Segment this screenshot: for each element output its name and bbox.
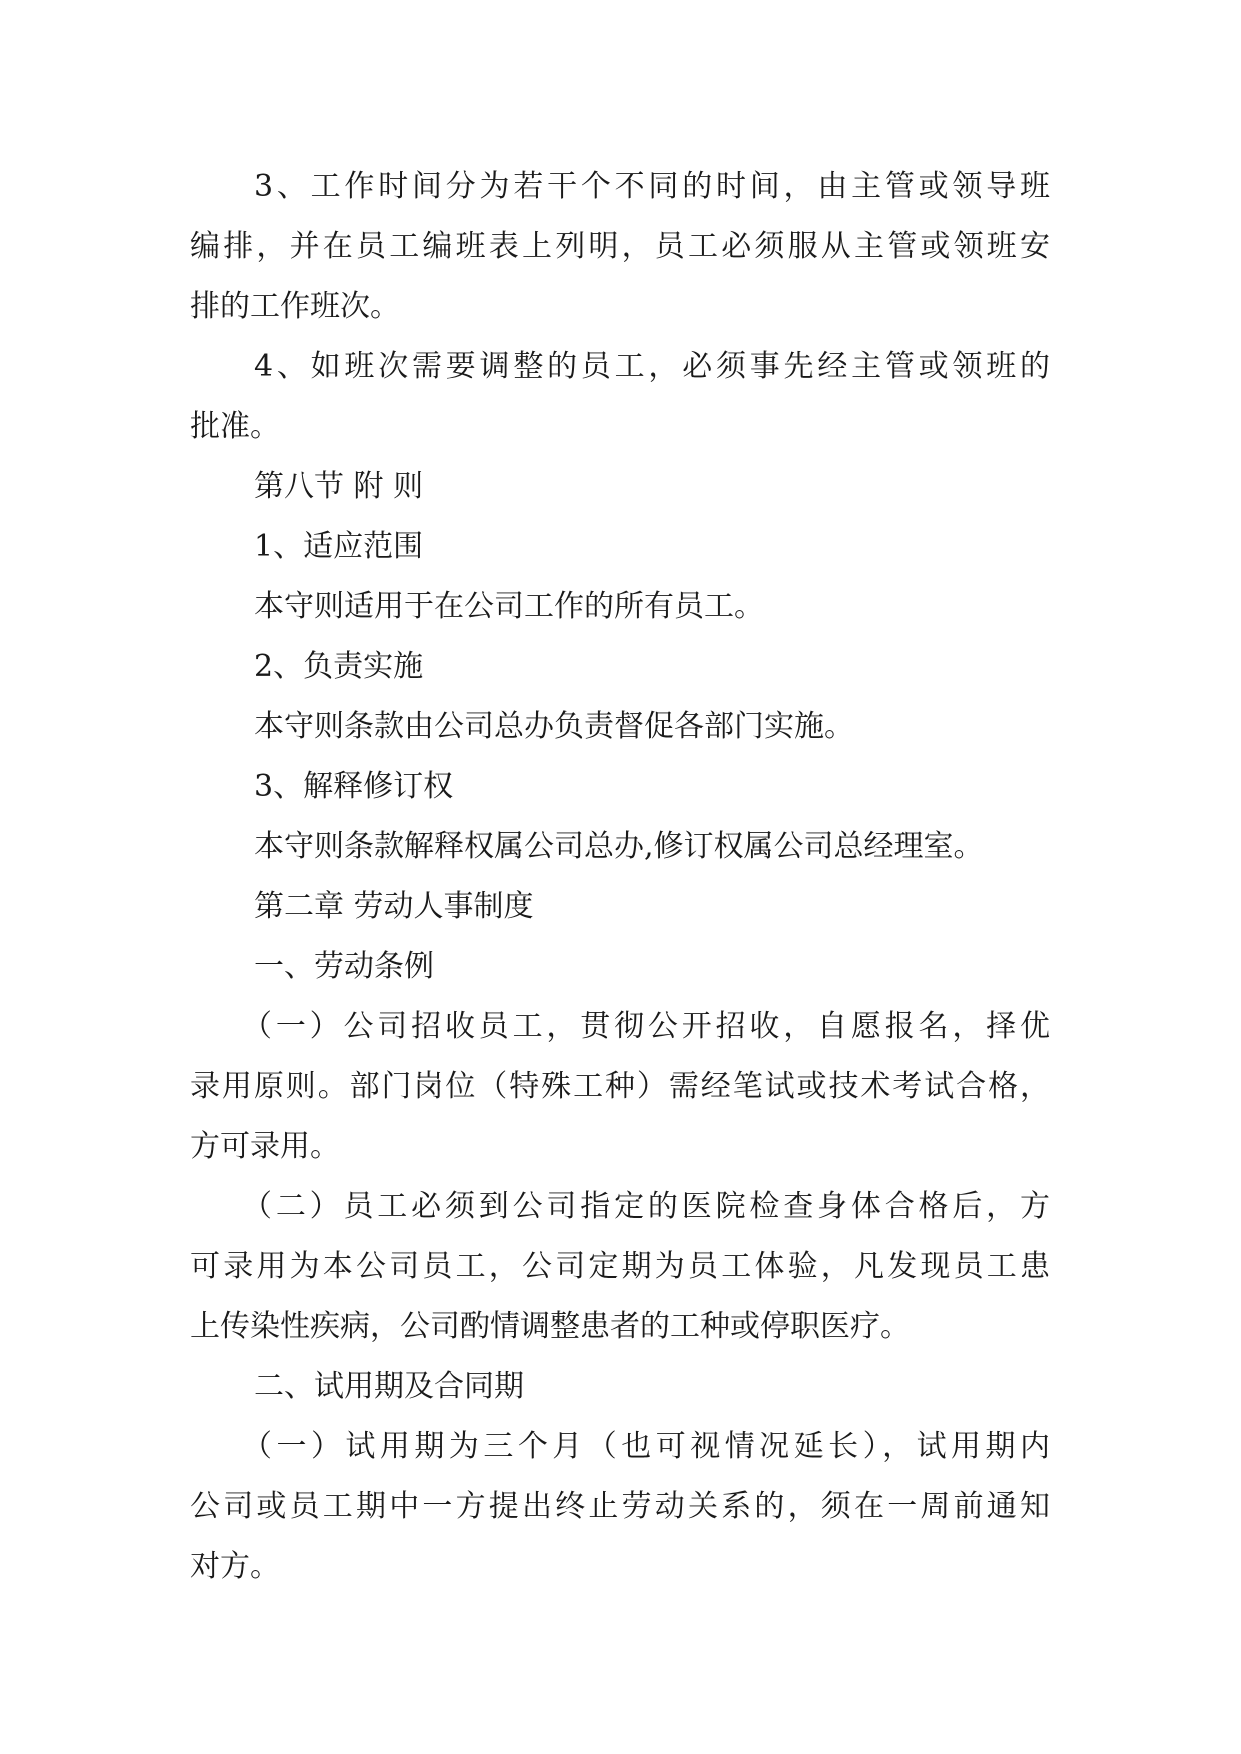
text-line: 第二章 劳动人事制度 [254,889,534,924]
text-line: 2、负责实施 [254,649,424,684]
text-line: 方可录用。 [190,1129,340,1164]
text-line: 4、如班次需要调整的员工，必须事先经主管或领班的 [254,349,1050,384]
text-line: 排的工作班次。 [190,289,400,324]
text-line: 二、试用期及合同期 [254,1369,524,1404]
text-line: （二）员工必须到公司指定的医院检查身体合格后，方 [242,1189,1050,1224]
text-line: （一）公司招收员工，贯彻公开招收，自愿报名，择优 [242,1009,1050,1044]
text-line: 3、解释修订权 [254,769,454,804]
text-line: 本守则条款由公司总办负责督促各部门实施。 [254,709,854,744]
text-line: 批准。 [190,409,280,444]
text-line: 1、适应范围 [254,529,424,564]
text-line: 录用原则。部门岗位（特殊工种）需经笔试或技术考试合格， [190,1069,1050,1104]
text-line: 一、劳动条例 [254,949,434,984]
text-line: 对方。 [190,1549,280,1584]
text-line: 编排，并在员工编班表上列明，员工必须服从主管或领班安 [190,229,1050,264]
text-line: 公司或员工期中一方提出终止劳动关系的，须在一周前通知 [190,1489,1050,1524]
text-line: 3、工作时间分为若干个不同的时间，由主管或领导班 [254,169,1050,204]
document-body [190,157,1050,1597]
text-line: 本守则条款解释权属公司总办,修订权属公司总经理室。 [254,829,984,864]
text-line: 本守则适用于在公司工作的所有员工。 [254,589,764,624]
text-line: 第八节 附 则 [254,469,424,504]
text-line: （一）试用期为三个月（也可视情况延长），试用期内 [242,1429,1050,1464]
text-line: 上传染性疾病，公司酌情调整患者的工种或停职医疗。 [190,1309,910,1344]
text-line: 可录用为本公司员工，公司定期为员工体验，凡发现员工患 [190,1249,1050,1284]
